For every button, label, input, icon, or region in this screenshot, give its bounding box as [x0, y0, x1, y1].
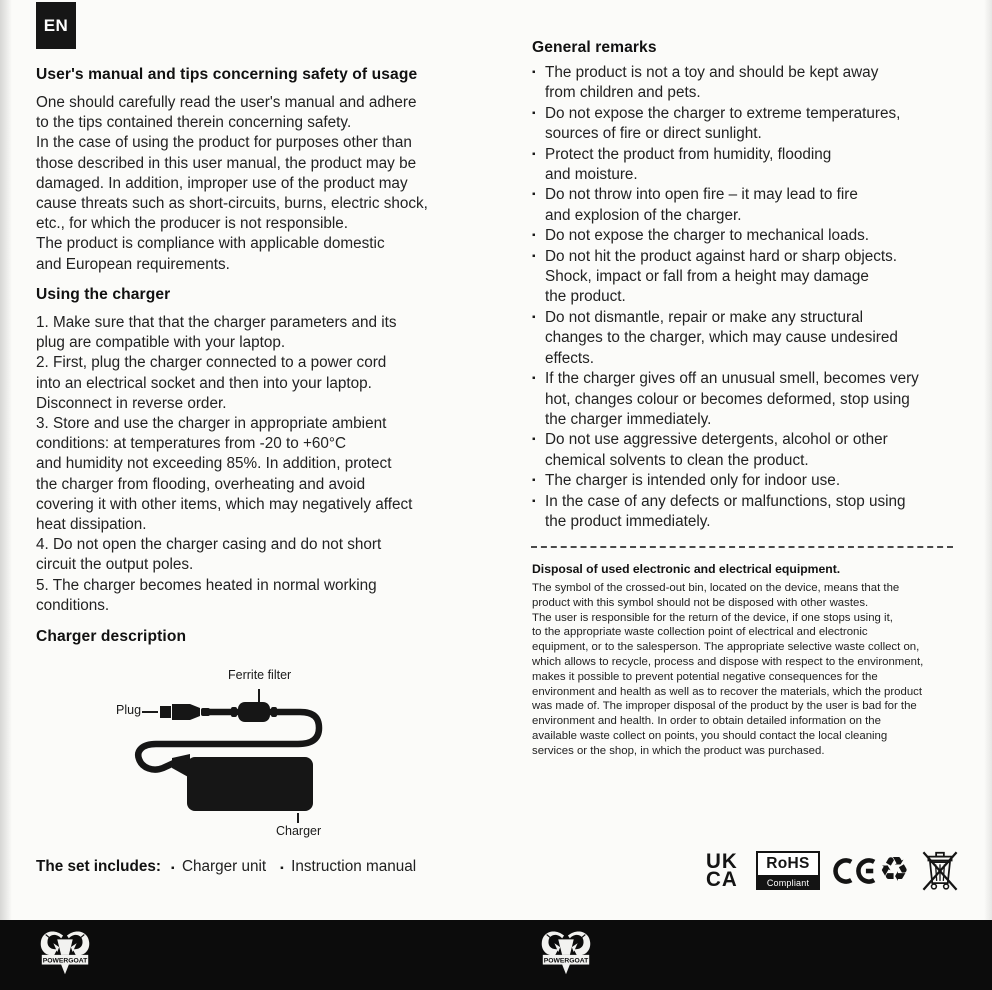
text-line: The user is responsible for the return of the device, if one stops using it,: [532, 611, 893, 624]
text-line: The symbol of the crossed-out bin, located on the device, means that the: [532, 582, 900, 594]
text-line: product with this symbol should not be disposed with other wastes.: [532, 596, 869, 609]
text-line: 1. Make sure that that the charger parameters and its: [36, 314, 397, 331]
safety-section-title: User's manual and tips concerning safety of usage: [36, 66, 418, 83]
text-line: those described in this user manual, the product may be: [36, 154, 417, 172]
text-line: covering it with other items, which may negatively affect: [36, 495, 413, 513]
rohs-mark: [756, 851, 820, 890]
ukca-line1: UK: [706, 850, 738, 873]
general-remarks-title: General remarks: [532, 39, 657, 56]
rohs-mark-bottom: Compliant: [758, 875, 818, 890]
text-line: services or the shop, in which the product was purchased.: [532, 744, 825, 757]
text-line: conditions: at temperatures from -20 to +60°C: [36, 435, 347, 453]
remark-text: [545, 247, 897, 308]
recycling-icon: ♻: [879, 850, 910, 890]
scan-edge-left: [0, 0, 12, 920]
set-includes-line: [36, 858, 430, 879]
bullet-glyph: ▪: [532, 311, 536, 323]
ferrite-bead: [238, 702, 270, 722]
general-remarks-list: [532, 63, 968, 532]
set-includes-items: [171, 858, 430, 879]
text-line: The charger is intended only for indoor use.: [545, 472, 841, 490]
text-line: Do not expose the charger to extreme temperatures,: [545, 104, 901, 122]
language-badge-label: EN: [43, 15, 69, 35]
bullet-glyph: ▪: [532, 373, 536, 385]
text-line: The product is not a toy and should be kept away: [545, 64, 879, 81]
remark-item: [532, 369, 968, 430]
ce-mark-icon: [832, 856, 876, 886]
remark-item: [532, 104, 968, 145]
powergoat-logo: [36, 925, 94, 977]
ferrite-ridge-right: [271, 707, 277, 717]
remark-text: [545, 308, 898, 369]
bullet-glyph: ▪: [532, 230, 536, 242]
text-line: Do not use aggressive detergents, alcohol or other: [545, 431, 888, 449]
powergoat-banner-text: POWERGOAT: [42, 957, 88, 965]
text-line: The product is compliance with applicable domestic: [36, 235, 385, 253]
text-line: and European requirements.: [36, 255, 230, 273]
text-line: sources of fire or direct sunlight.: [545, 125, 762, 143]
set-includes-item: [280, 858, 416, 879]
remark-item: [532, 145, 968, 186]
text-line: etc., for which the producer is not responsible.: [36, 215, 349, 233]
bullet-glyph: ▪: [532, 495, 536, 507]
text-line: 3. Store and use the charger in appropriate ambient: [36, 415, 387, 433]
text-line: 4. Do not open the charger casing and do not short: [36, 536, 382, 554]
ferrite-ridge-left: [231, 707, 237, 717]
text-line: 5. The charger becomes heated in normal working: [36, 576, 377, 594]
plug-label: Plug: [116, 703, 142, 717]
ukca-mark: [706, 850, 738, 891]
plug-collar: [201, 708, 210, 716]
text-line: heat dissipation.: [36, 516, 147, 534]
remark-text: [545, 185, 858, 226]
text-line: the charger from flooding, overheating and avoid: [36, 475, 366, 493]
text-line: and moisture.: [545, 166, 638, 184]
text-line: Do not throw into open fire – it may lead to fire: [545, 186, 858, 204]
text-line: the product.: [545, 288, 626, 306]
rohs-mark-top: RoHS: [766, 855, 810, 872]
disposal-body: [532, 581, 923, 759]
plug-barrel: [172, 704, 200, 720]
text-line: and humidity not exceeding 85%. In addition, protect: [36, 455, 392, 473]
remark-item: [532, 247, 968, 308]
text-line: Do not dismantle, repair or make any structural: [545, 308, 863, 326]
remark-text: [545, 471, 840, 491]
text-line: conditions.: [36, 596, 110, 614]
remark-item: [532, 492, 968, 533]
remark-text: [545, 145, 831, 186]
text-line: the product immediately.: [545, 512, 711, 530]
charger-label: Charger: [276, 824, 322, 838]
text-line: and explosion of the charger.: [545, 206, 742, 224]
charger-description-title: Charger description: [36, 628, 187, 645]
ukca-line2: CA: [706, 867, 738, 891]
disposal-title: Disposal of used electronic and electrical equipment.: [532, 562, 841, 576]
footer-bar: [0, 920, 992, 990]
bullet-glyph: ▪: [170, 863, 175, 874]
text-line: plug are compatible with your laptop.: [36, 334, 286, 352]
text-line: which allows to recycle, process and dispose with respect to the environment,: [532, 655, 924, 668]
bullet-glyph: ▪: [280, 863, 284, 874]
charger-diagram: [100, 658, 470, 858]
text-line: 2. First, plug the charger connected to a power cord: [36, 354, 387, 372]
text-line: makes it possible to prevent potential negative consequences for the: [532, 670, 878, 683]
remark-text: [545, 63, 878, 104]
bullet-glyph: ▪: [532, 189, 536, 201]
text-line: environment and health. In order to obtain detailed information on the: [532, 715, 881, 728]
scan-edge-right: [984, 0, 992, 920]
remark-item: [532, 185, 968, 226]
set-includes-item: [171, 858, 266, 879]
text-line: Disconnect in reverse order.: [36, 394, 227, 412]
text-line: available waste collect on points, you should contact the local cleaning: [532, 729, 888, 742]
text-line: to the tips contained therein concerning safety.: [36, 114, 352, 132]
text-line: was made of. The improper disposal of the product by the user is bad for the: [532, 700, 917, 713]
remark-item: [532, 471, 968, 491]
remark-text: [545, 104, 900, 145]
powergoat-banner-text: POWERGOAT: [543, 957, 589, 965]
plug-prong-block: [160, 706, 171, 718]
bullet-glyph: ▪: [532, 250, 536, 262]
using-charger-title: Using the charger: [36, 286, 171, 303]
charger-brick: [187, 757, 313, 811]
remark-text: [545, 492, 906, 533]
text-line: Do not hit the product against hard or sharp objects.: [545, 247, 898, 265]
set-includes-item-text: Instruction manual: [291, 858, 417, 875]
set-includes-label: The set includes:: [36, 858, 161, 875]
dashed-separator: [531, 546, 953, 548]
bullet-glyph: ▪: [532, 148, 536, 160]
bullet-glyph: ▪: [532, 67, 536, 78]
set-includes-item-text: Charger unit: [181, 858, 267, 875]
text-line: Do not expose the charger to mechanical loads.: [545, 227, 869, 245]
text-line: into an electrical socket and then into your laptop.: [36, 374, 372, 392]
crossed-out-bin-icon: [921, 850, 959, 892]
remark-item: [532, 63, 968, 104]
text-line: equipment, or to the salesperson. The appropriate selective waste collect on,: [532, 641, 920, 654]
bullet-glyph: ▪: [532, 107, 536, 119]
text-line: hot, changes colour or becomes deformed, stop using: [545, 390, 910, 408]
text-line: damaged. In addition, improper use of the product may: [36, 174, 408, 192]
ferrite-filter-label: Ferrite filter: [228, 668, 292, 682]
bullet-glyph: ▪: [532, 434, 536, 446]
compliance-marks: [704, 848, 964, 894]
text-line: environment and health as well as to recover the materials, which the product: [532, 685, 923, 698]
text-line: One should carefully read the user's manual and adhere: [36, 94, 417, 111]
remark-item: [532, 308, 968, 369]
text-line: effects.: [545, 349, 595, 367]
remark-text: [545, 369, 919, 430]
text-line: changes to the charger, which may cause undesired: [545, 329, 898, 347]
text-line: If the charger gives off an unusual smell, becomes very: [545, 370, 919, 388]
text-line: from children and pets.: [545, 84, 701, 102]
remark-item: [532, 430, 968, 471]
remark-text: [545, 430, 888, 471]
text-line: Protect the product from humidity, flooding: [545, 145, 832, 163]
text-line: Shock, impact or fall from a height may damage: [545, 268, 869, 286]
using-charger-body: [36, 313, 412, 616]
text-line: In the case of using the product for purposes other than: [36, 134, 412, 152]
text-line: to the appropriate waste collection point of electrical and electronic: [532, 626, 868, 639]
text-line: circuit the output poles.: [36, 556, 194, 574]
safety-section-body: [36, 93, 428, 275]
text-line: chemical solvents to clean the product.: [545, 451, 809, 469]
powergoat-logo: [537, 925, 595, 977]
bullet-glyph: ▪: [532, 475, 536, 487]
text-line: In the case of any defects or malfunctions, stop using: [545, 492, 906, 510]
remark-text: [545, 226, 869, 246]
text-line: cause threats such as short-circuits, burns, electric shock,: [36, 195, 428, 213]
remark-item: [532, 226, 968, 246]
language-badge: [36, 2, 76, 49]
text-line: the charger immediately.: [545, 410, 712, 428]
